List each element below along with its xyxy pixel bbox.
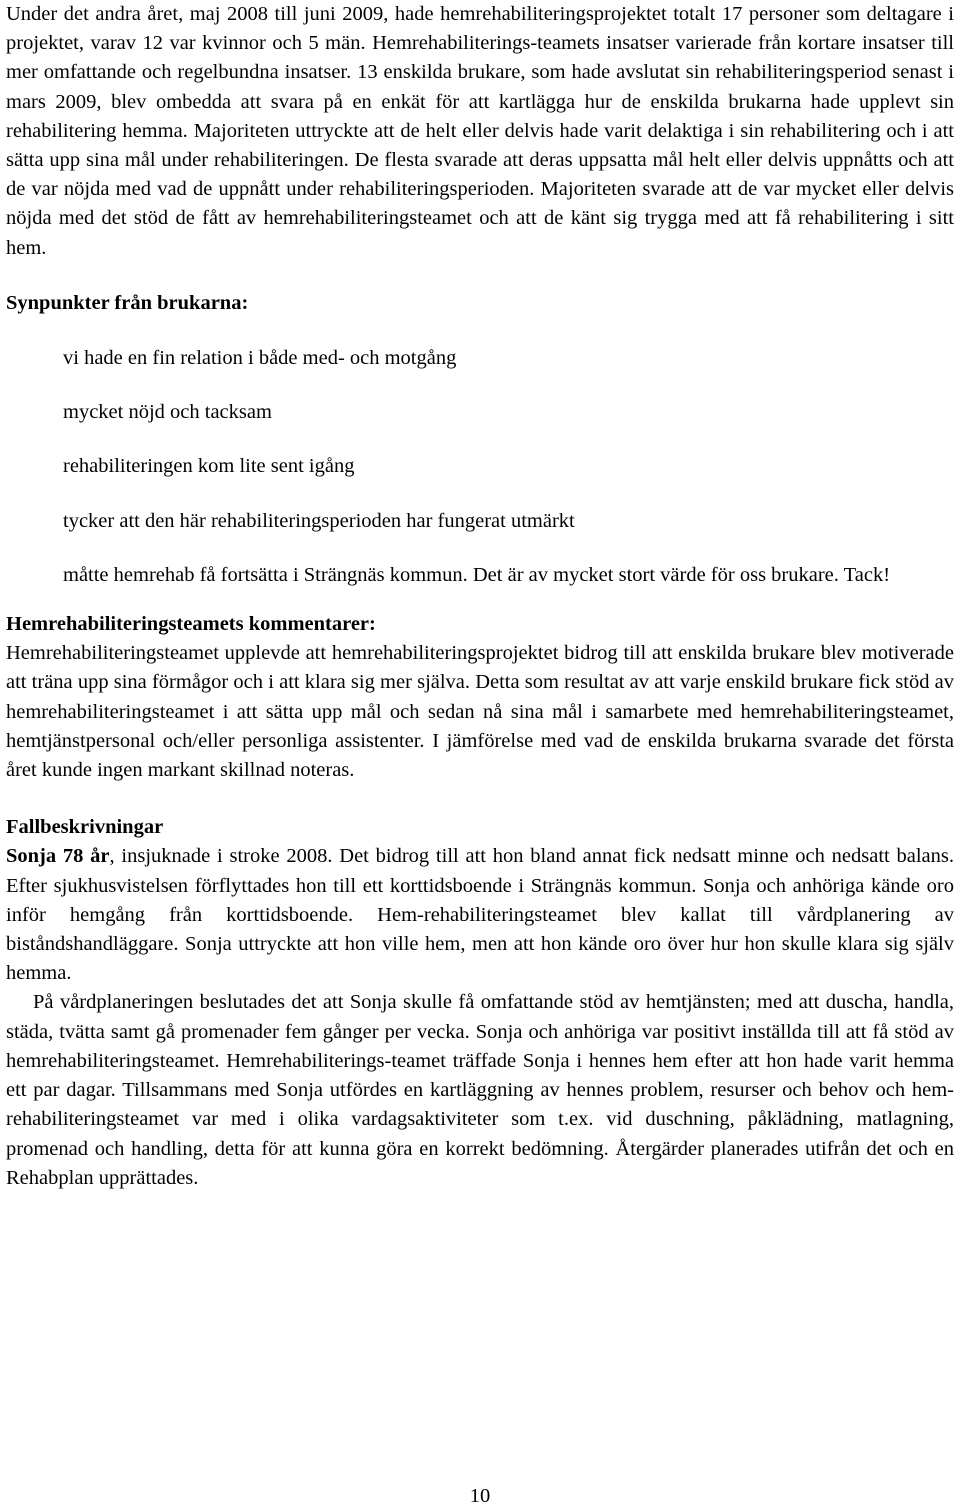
- case-descriptions-heading: Fallbeskrivningar: [6, 816, 164, 839]
- team-comments-heading: Hemrehabiliteringsteamets kommentarer:: [6, 613, 376, 636]
- page-number: 10: [469, 1485, 491, 1507]
- user-quote: tycker att den här rehabiliteringsperioden har fungerat utmärkt: [63, 509, 575, 532]
- user-quote: rehabiliteringen kom lite sent igång: [63, 455, 355, 478]
- case-intro-text: , insjuknade i stroke 2008. Det bidrog till att hon bland annat fick nedsatt minne och nedsatt balans. Efter sjukhusvistelsen förflyttades hon till ett korttidsboende i Strängnäs kommun. Sonja och anhöriga kände oro inför hemgång från korttidsboende. Hem-rehabiliteringsteamet blev kallat till vårdplanering av biståndshandläggare. Sonja uttryckte att hon ville hem, men att hon kände oro över hur hon skulle klara sig själv hemma.: [6, 845, 954, 985]
- case-paragraph-1: [6, 842, 954, 988]
- case-name: Sonja 78 år: [6, 845, 110, 868]
- user-quotes-list: [63, 344, 903, 590]
- intro-paragraph: Under det andra året, maj 2008 till juni 2009, hade hemrehabiliteringsprojektet totalt 17 personer som deltagare i projektet, varav 12 var kvinnor och 5 män. Hemrehabiliterings-teamets insatser varierade från kortare insatser till mer omfattande och regelbundna insatser. 13 enskilda brukare, som hade avslutat sin rehabiliteringsperiod senast i mars 2009, blev ombedda att svara på en enkät för att kartlägga hur de enskilda brukarna hade upplevt sin rehabilitering hemma. Majoriteten uttryckte att de helt eller delvis hade varit delaktiga i sin rehabilitering och i att sätta upp sina mål under rehabiliteringen. De flesta svarade att deras uppsatta mål helt eller delvis uppnåtts och att de var nöjda med vad de uppnått under rehabiliteringsperioden. Majoriteten svarade att de var mycket eller delvis nöjda med det stöd de fått av hemrehabiliteringsteamet och att de känt sig trygga med att få rehabilitering i sitt hem.: [6, 3, 954, 259]
- user-quote: måtte hemrehab få fortsätta i Strängnäs kommun. Det är av mycket stort värde för oss brukare. Tack!: [63, 563, 891, 586]
- team-comments-paragraph: Hemrehabiliteringsteamet upplevde att hemrehabiliteringsprojektet bidrog till att enskilda brukare blev motiverade att träna upp sina förmågor och i att klara sig mer själva. Detta som resultat av att varje enskild brukare fick stöd av hemrehabiliteringsteamet i att sätta upp mål och sedan nå sina mål i samarbete med hemrehabiliteringsteamet, hemtjänstpersonal och/eller personliga assistenter. I jämförelse med vad de enskilda brukarna svarade det första året kunde ingen markant skillnad noteras.: [6, 642, 954, 782]
- document-page: [6, 0, 954, 1193]
- user-quote: mycket nöjd och tacksam: [63, 401, 272, 424]
- user-quote: vi hade en fin relation i både med- och motgång: [63, 347, 457, 370]
- synpunkter-heading: Synpunkter från brukarna:: [6, 291, 249, 314]
- case-paragraph-2: På vårdplaneringen beslutades det att Sonja skulle få omfattande stöd av hemtjänsten; med att duscha, handla, städa, tvätta samt gå promenader fem gånger per vecka. Sonja och anhöriga var positivt inställda till att få stöd av hemrehabiliteringsteamet. Hemrehabiliterings-teamet träffade Sonja i hennes hem efter att hon hade varit hemma ett par dagar. Tillsammans med Sonja utfördes en kartläggning av hennes problem, resurser och behov och hem-rehabiliteringsteamet var med i olika vardagsaktiviteter som t.ex. vid duschning, påklädning, matlagning, promenad och handling, detta för att kunna göra en korrekt bedömning. Återgärder planerades utifrån det och en Rehabplan upprättades.: [6, 991, 954, 1189]
